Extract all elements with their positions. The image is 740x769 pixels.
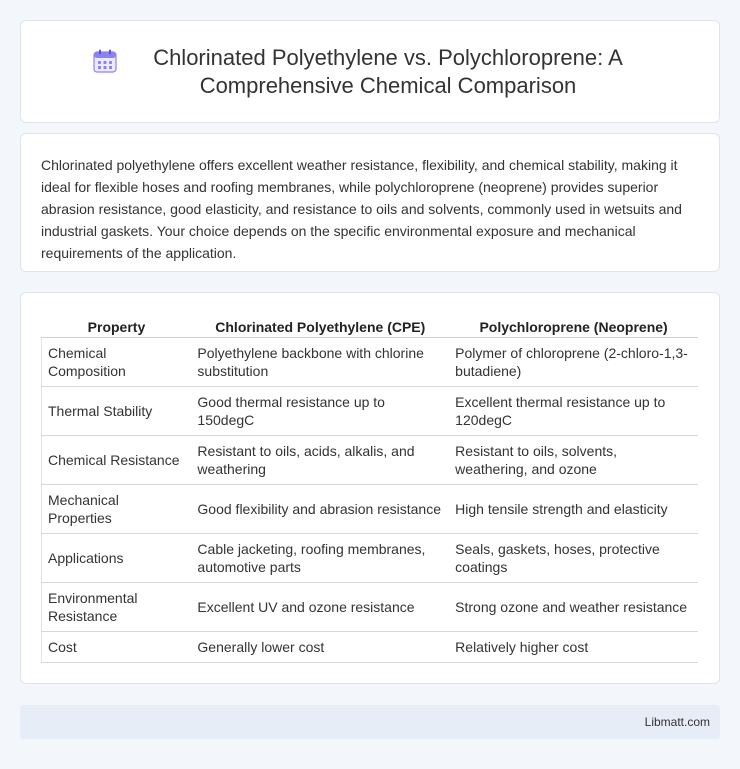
calendar-icon bbox=[92, 48, 118, 74]
cell-property: Chemical Resistance bbox=[42, 436, 192, 485]
cell-neoprene: Seals, gaskets, hoses, protective coatings bbox=[449, 534, 698, 583]
title-wrap bbox=[92, 44, 648, 100]
cell-property: Environmental Resistance bbox=[42, 583, 192, 632]
summary-text: Chlorinated polyethylene offers excellent weather resistance, flexibility, and chemical stability, making it ideal for flexible hoses and roofing membranes, while polychloroprene (neoprene) provides superior abrasion resistance, good elasticity, and resistance to oils and solvents, commonly used in wetsuits and industrial gaskets. Your choice depends on the specific environmental exposure and mechanical requirements of the application. bbox=[41, 157, 682, 261]
cell-neoprene: Resistant to oils, solvents, weathering, and ozone bbox=[449, 436, 698, 485]
cell-cpe: Cable jacketing, roofing membranes, automotive parts bbox=[191, 534, 449, 583]
header-neoprene: Polychloroprene (Neoprene) bbox=[449, 313, 698, 338]
cell-property: Mechanical Properties bbox=[42, 485, 192, 534]
header-cpe: Chlorinated Polyethylene (CPE) bbox=[191, 313, 449, 338]
cell-cpe: Polyethylene backbone with chlorine substitution bbox=[191, 338, 449, 387]
table-row bbox=[42, 387, 699, 436]
title-card bbox=[20, 20, 720, 123]
cell-neoprene: Relatively higher cost bbox=[449, 632, 698, 663]
cell-neoprene: Excellent thermal resistance up to 120degC bbox=[449, 387, 698, 436]
cell-cpe: Good flexibility and abrasion resistance bbox=[191, 485, 449, 534]
cell-neoprene: High tensile strength and elasticity bbox=[449, 485, 698, 534]
page-title: Chlorinated Polyethylene vs. Polychloroprene: A Comprehensive Chemical Comparison bbox=[153, 44, 623, 98]
comparison-card bbox=[20, 292, 720, 684]
cell-property: Cost bbox=[42, 632, 192, 663]
footer-brand[interactable]: Libmatt.com bbox=[644, 715, 710, 729]
cell-property: Applications bbox=[42, 534, 192, 583]
cell-property: Chemical Composition bbox=[42, 338, 192, 387]
cell-cpe: Excellent UV and ozone resistance bbox=[191, 583, 449, 632]
comparison-table bbox=[41, 313, 698, 663]
table-header-row bbox=[42, 313, 699, 338]
footer bbox=[20, 705, 720, 739]
cell-neoprene: Polymer of chloroprene (2-chloro-1,3-butadiene) bbox=[449, 338, 698, 387]
table-row bbox=[42, 534, 699, 583]
header-property: Property bbox=[42, 313, 192, 338]
summary-card bbox=[20, 133, 720, 272]
table-row bbox=[42, 583, 699, 632]
cell-cpe: Resistant to oils, acids, alkalis, and weathering bbox=[191, 436, 449, 485]
cell-cpe: Generally lower cost bbox=[191, 632, 449, 663]
cell-cpe: Good thermal resistance up to 150degC bbox=[191, 387, 449, 436]
table-row bbox=[42, 436, 699, 485]
table-row bbox=[42, 632, 699, 663]
table-row bbox=[42, 338, 699, 387]
cell-property: Thermal Stability bbox=[42, 387, 192, 436]
table-row bbox=[42, 485, 699, 534]
cell-neoprene: Strong ozone and weather resistance bbox=[449, 583, 698, 632]
